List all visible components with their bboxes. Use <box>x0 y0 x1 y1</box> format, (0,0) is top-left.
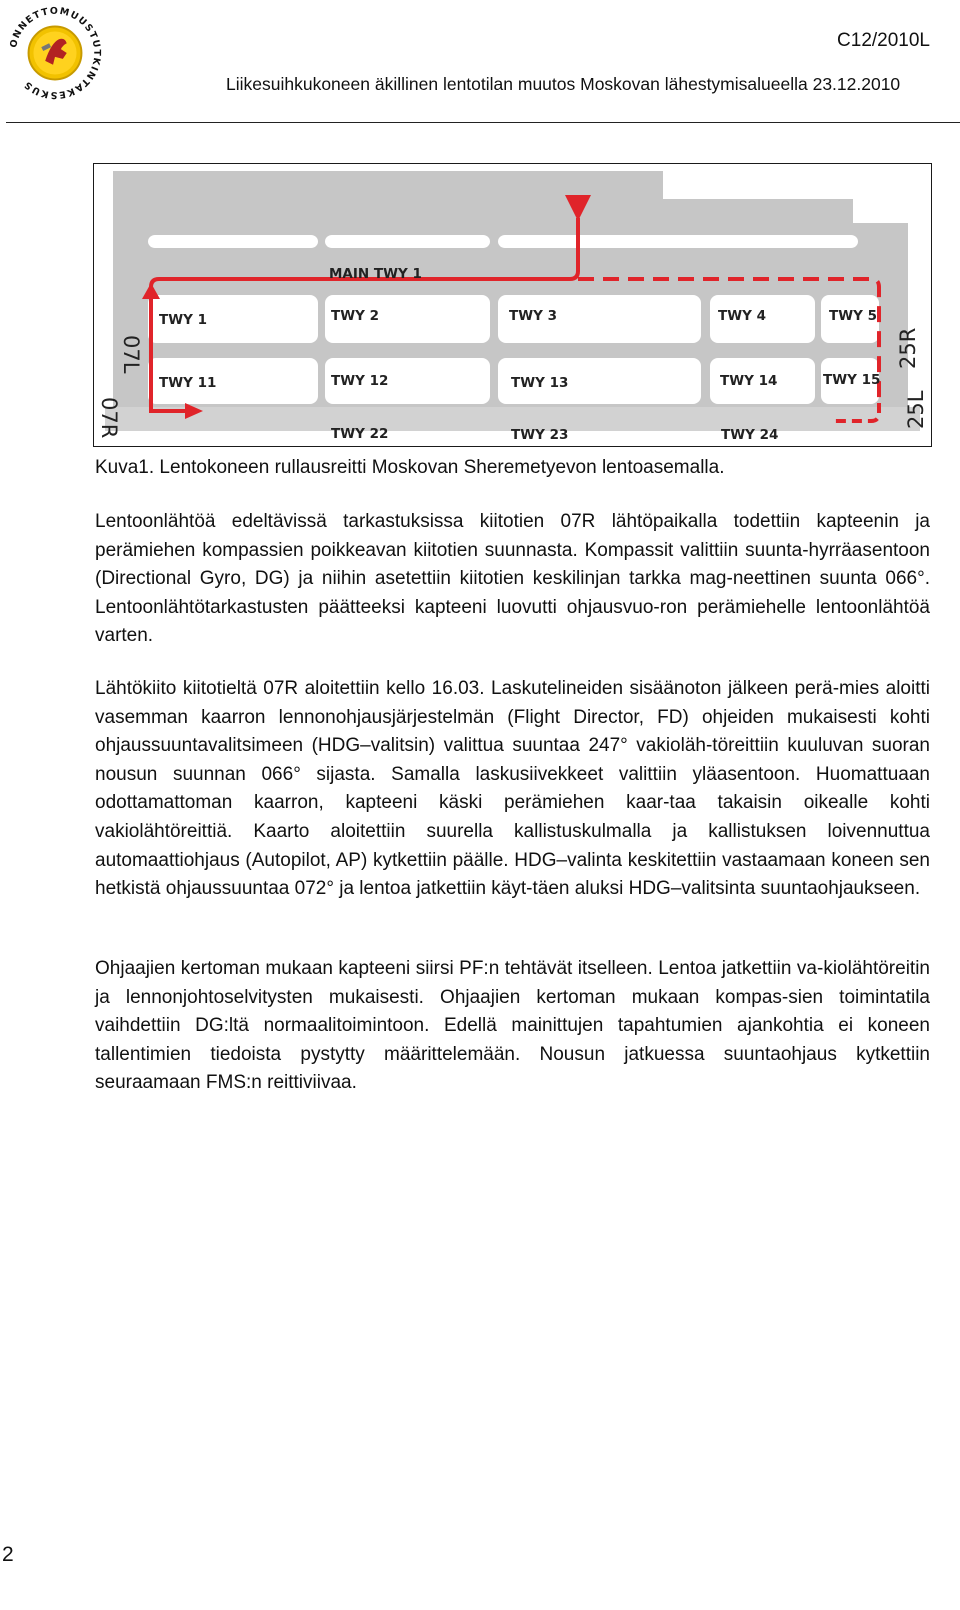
report-id: C12/2010L <box>837 30 930 51</box>
label-twy-4: TWY 4 <box>718 308 766 324</box>
paragraph-preflight-checks: Lentoonlähtöä edeltävissä tarkastuksissa kiitotien 07R lähtöpaikalla todettiin kapteenin ja perämiehen kompassien poikkeavan kiitotien suunnasta. Kompassit valittiin suunta-hyrräasentoon (Directional Gyro, DG) ja niihin asetettiin kiitotien keskilinjan tarkka mag-neettinen suunta 066°. Lentoonlähtötarkastusten päätteeksi kapteeni luovutti ohjausvuo-ron perämiehelle lentoonlähtöä varten. <box>95 511 930 647</box>
paragraph-takeoff: Lähtökiito kiitotieltä 07R aloitettiin kello 16.03. Laskutelineiden sisäänoton jälkeen perä-mies aloitti vasemman kaarron lennonohjausjärjestelmän (Flight Director, FD) ohjeiden mukaisesti kohti ohjaussuuntavalitsimeen (HDG–valitsin) valittua suuntaa 247° vakioläh-töreittiin kuuluvan suoran nousun suunnan 066° sijasta. Samalla laskusiivekkeet valittiin yläasentoon. Huomattuaan odottamattoman kaarron, kapteeni käski perämiehen kaar-taa takaisin oikealle kohti vakiolähtöreittiä. Kaarto aloitettiin suurella kallistuskulmalla ja kallistuksen loivennuttua automaattiohjaus (Autopilot, AP) kytkettiin päälle. HDG–valinta keskitettiin vastaamaan koneen sen hetkistä ohjaussuuntaa 072° ja lentoa jatkettiin käyt-täen aluksi HDG–valitsinta suuntaohjaukseen. <box>95 678 930 900</box>
runway-07l-label: 07L <box>119 335 143 374</box>
label-twy-11: TWY 11 <box>159 375 217 391</box>
header-divider <box>6 122 960 123</box>
label-twy-1: TWY 1 <box>159 312 207 328</box>
runway-25l-label: 25L <box>904 390 928 429</box>
label-twy-22: TWY 22 <box>331 426 389 442</box>
accident-investigation-board-seal-icon <box>6 4 104 102</box>
figure-caption: Kuva1. Lentokoneen rullausreitti Moskovan Sheremetyevon lentoasemalla. <box>95 457 725 478</box>
label-twy-23: TWY 23 <box>511 427 569 443</box>
label-twy-24: TWY 24 <box>721 427 779 443</box>
taxi-route-diagram <box>93 163 932 447</box>
label-twy-5: TWY 5 <box>829 308 877 324</box>
label-twy-13: TWY 13 <box>511 375 569 391</box>
label-twy-14: TWY 14 <box>720 373 778 389</box>
page-number: 2 <box>2 1543 14 1566</box>
label-main-twy-1: MAIN TWY 1 <box>329 266 422 282</box>
label-twy-3: TWY 3 <box>509 308 557 324</box>
seal-lettering: ONNETTOMUUSTUTKINTAKESKUS <box>8 5 103 101</box>
paragraph-continuation: Ohjaajien kertoman mukaan kapteeni siirsi PF:n tehtävät itselleen. Lentoa jatkettiin va-kiolähtöreitin ja lennonjohtoselvitysten mukaisesti. Ohjaajien kertoman mukaan kompas-sien toimintatila vaihdettiin DG:ltä normaalitoimintoon. Edellä mainittujen tapahtumien ajankohtia ei koneen tallentimien tiedoista pystytty määrittelemään. Nousun jatkuessa suuntaohjaus kytkettiin seuraamaan FMS:n reittiviivaa. <box>95 958 930 1094</box>
label-twy-12: TWY 12 <box>331 373 389 389</box>
label-twy-2: TWY 2 <box>331 308 379 324</box>
label-twy-15: TWY 15 <box>823 372 881 388</box>
report-title: Liikesuihkukoneen äkillinen lentotilan muutos Moskovan lähestymisalueella 23.12.2010 <box>226 74 901 94</box>
runway-25r-label: 25R <box>896 327 920 369</box>
runway-07r-label: 07R <box>97 397 121 439</box>
